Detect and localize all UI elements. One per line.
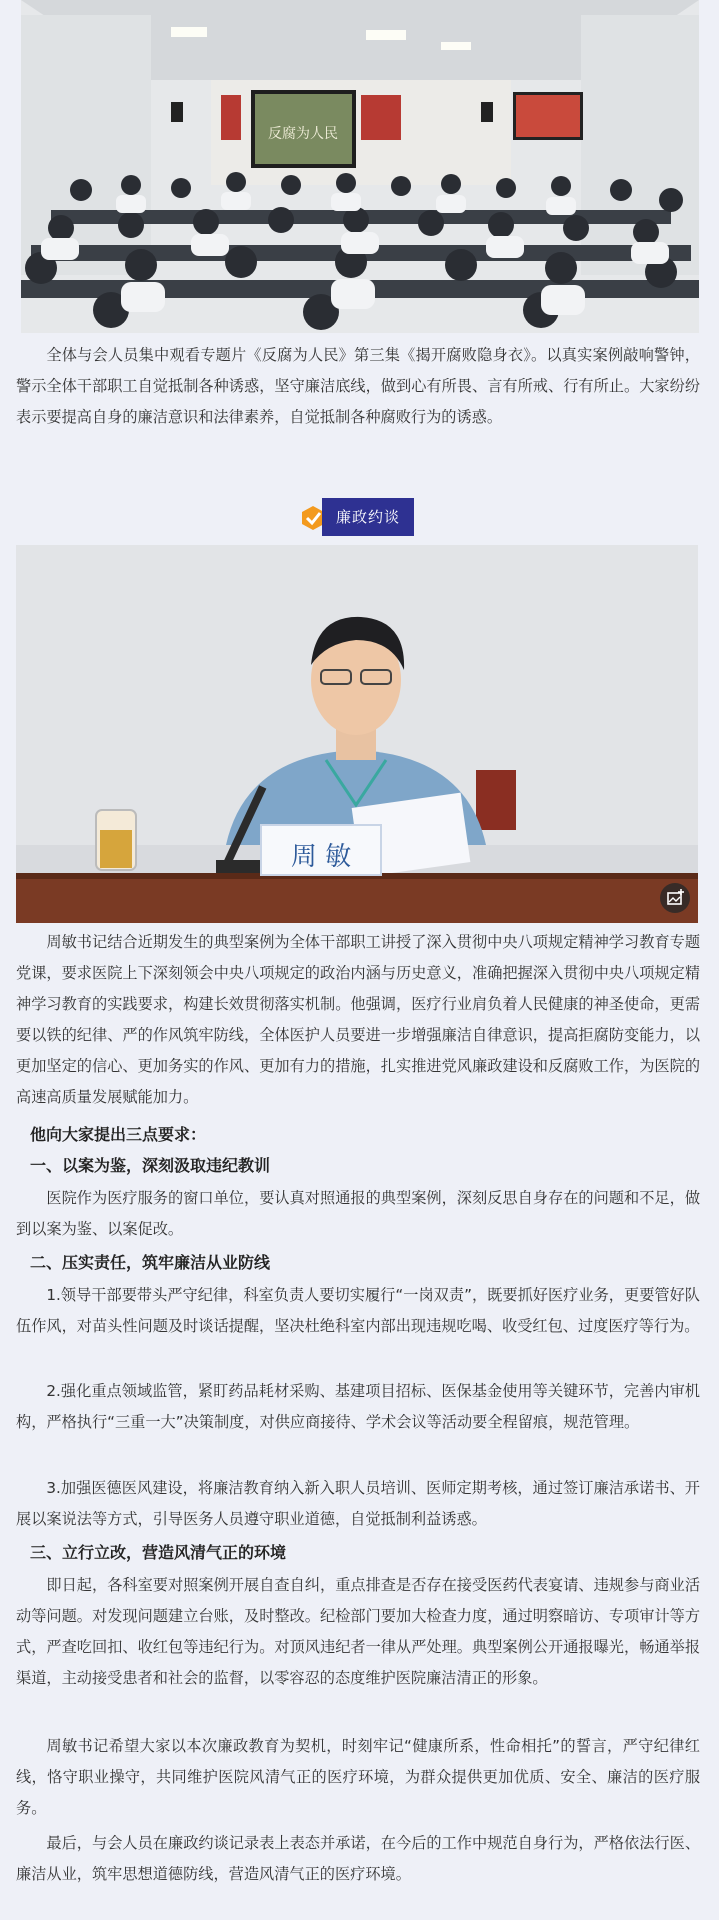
section-badge-label: 廉政约谈: [322, 498, 414, 536]
section-heading-2: 二、压实责任，筑牢廉洁从业防线: [30, 1253, 271, 1272]
speaker-nameplate: 周 敏: [290, 842, 352, 872]
final-paragraph: 最后，与会人员在廉政约谈记录表上表态并承诺，在今后的工作中规范自身行为，严格依法行医、廉洁从业，筑牢思想道德防线，营造风清气正的医疗环境。: [16, 1834, 700, 1883]
section-2-item-2: 2.强化重点领域监管，紧盯药品耗材采购、基建项目招标、医保基金使用等关键环节，完善内审机构，严格执行“三重一大”决策制度，对供应商接待、学术会议等活动要全程留痕，规范管理。: [16, 1382, 700, 1431]
screen-title: 反腐为人民: [268, 126, 338, 142]
section-1-paragraph: 医院作为医疗服务的窗口单位，要认真对照通报的典型案例，深刻反思自身存在的问题和不足，做到以案为鉴、以案促改。: [16, 1189, 700, 1238]
meeting-photo: [21, 0, 699, 333]
three-requirements-heading: 他向大家提出三点要求：: [30, 1125, 207, 1144]
section-2-item-3: 3.加强医德医风建设，将廉洁教育纳入新入职人员培训、医师定期考核，通过签订廉洁承诺书、开展以案说法等方式，引导医务人员遵守职业道德，自觉抵制利益诱惑。: [16, 1479, 700, 1528]
image-plus-icon: [660, 883, 690, 913]
speaker-photo: [16, 545, 698, 923]
section-2-item-1: 1.领导干部要带头严守纪律，科室负责人要切实履行“一岗双责”，既要抓好医疗业务，更要管好队伍作风，对苗头性问题及时谈话提醒，坚决杜绝科室内部出现违规吃喝、收受红包、过度医疗等行为。: [16, 1286, 700, 1335]
image-action-button[interactable]: [660, 883, 690, 913]
photo1-caption: 全体与会人员集中观看专题片《反腐为人民》第三集《揭开腐败隐身衣》。以真实案例敲响警钟，警示全体干部职工自觉抵制各种诱惑，坚守廉洁底线，做到心有所畏、言有所戒、行有所止。大家纷纷表示要提高自身的廉洁意识和法律素养，自觉抵制各种腐败行为的诱惑。: [16, 346, 700, 426]
section-badge: [300, 498, 414, 536]
section-3-paragraph: 即日起，各科室要对照案例开展自查自纠，重点排查是否存在接受医药代表宴请、违规参与商业活动等问题。对发现问题建立台账，及时整改。纪检部门要加大检查力度，通过明察暗访、专项审计等方式，严查吃回扣、收红包等违纪行为。对顶风违纪者一律从严处理。典型案例公开通报曝光，畅通举报渠道，主动接受患者和社会的监督，以零容忍的态度维护医院廉洁清正的形象。: [16, 1576, 700, 1687]
closing-hope-paragraph: 周敏书记希望大家以本次廉政教育为契机，时刻牢记“健康所系，性命相托”的誓言，严守纪律红线，恪守职业操守，共同维护医院风清气正的医疗环境，为群众提供更加优质、安全、廉洁的医疗服务。: [16, 1737, 700, 1817]
section-heading-3: 三、立行立改，营造风清气正的环境: [30, 1543, 287, 1562]
meeting-illustration: [21, 0, 699, 333]
section-heading-1: 一、以案为鉴，深刻汲取违纪教训: [30, 1156, 271, 1175]
speaker-illustration: [16, 545, 698, 923]
intro-paragraph: 周敏书记结合近期发生的典型案例为全体干部职工讲授了深入贯彻中央八项规定精神学习教育专题党课，要求医院上下深刻领会中央八项规定的政治内涵与历史意义，准确把握深入贯彻中央八项规定精神学习教育的实践要求，构建长效贯彻落实机制。他强调，医疗行业肩负着人民健康的神圣使命，更需要以铁的纪律、严的作风筑牢防线，全体医护人员要进一步增强廉洁自律意识，提高拒腐防变能力，以更加坚定的信心、更加务实的作风、更加有力的措施，扎实推进党风廉政建设和反腐败工作，为医院的高速高质量发展赋能加力。: [16, 933, 700, 1106]
